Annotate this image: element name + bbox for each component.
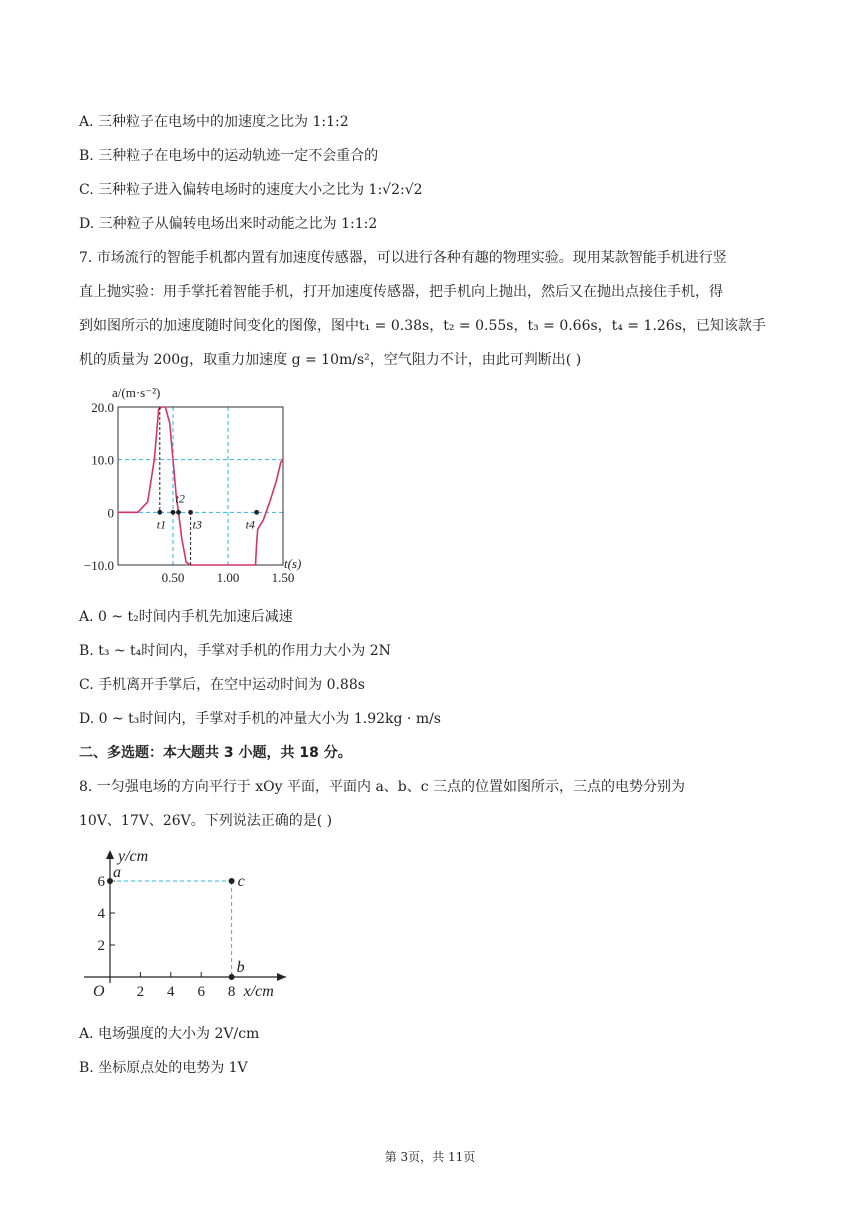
y-axis-arrow bbox=[106, 850, 114, 859]
y-axis-label: a/(m·s⁻²) bbox=[112, 385, 161, 400]
q6-option-c: C. 三种粒子进入偏转电场时的速度大小之比为 1:√2:√2 bbox=[79, 182, 423, 198]
marker-point-t2 bbox=[176, 510, 181, 515]
y-tick-label: 6 bbox=[97, 874, 105, 890]
point-b bbox=[229, 974, 235, 980]
marker-point-t4 bbox=[254, 510, 259, 515]
q7-option-b: B. t₃ ~ t₄时间内，手掌对手机的作用力大小为 2N bbox=[79, 643, 391, 659]
q8-option-b: B. 坐标原点处的电势为 1V bbox=[79, 1060, 248, 1076]
q8-stem-line-2: 10V、17V、26V。下列说法正确的是( ) bbox=[79, 813, 333, 829]
y-tick-label: 2 bbox=[97, 938, 105, 954]
q7-stem-line-4: 机的质量为 200g，取重力加速度 g = 10m/s²，空气阻力不计，由此可判断出( ) bbox=[79, 352, 582, 368]
point-label-c: c bbox=[237, 873, 245, 890]
q8-option-a: A. 电场强度的大小为 2V/cm bbox=[79, 1026, 260, 1042]
section-heading-multiple-choice: 二、多选题：本大题共 3 小题，共 18 分。 bbox=[79, 745, 352, 761]
marker-point-t1 bbox=[157, 510, 162, 515]
y-tick-label: 10.0 bbox=[91, 452, 114, 468]
zero-crossing-point bbox=[171, 510, 176, 515]
x-axis-label: x/cm bbox=[243, 983, 274, 1000]
y-axis-label: y/cm bbox=[118, 848, 149, 865]
x-tick-label: 8 bbox=[227, 984, 236, 1000]
point-label-a: a bbox=[113, 864, 121, 881]
x-tick-label: 1.00 bbox=[216, 570, 240, 585]
plot-frame bbox=[118, 407, 283, 565]
marker-label-t2: t2 bbox=[175, 491, 185, 506]
marker-label-t3: t3 bbox=[192, 517, 202, 532]
q7-stem-line-2: 直上抛实验：用手掌托着智能手机，打开加速度传感器，把手机向上抛出，然后又在抛出点接住手机，得 bbox=[79, 284, 723, 300]
q7-stem-line-3: 到如图所示的加速度随时间变化的图像，图中t₁ = 0.38s，t₂ = 0.55s，t₃ = 0.66s，t₄ = 1.26s，已知该款手 bbox=[79, 318, 766, 334]
page-footer: 第 3页，共 11页 bbox=[384, 1150, 476, 1164]
x-axis-label: t(s) bbox=[284, 556, 302, 571]
y-tick-label: 20.0 bbox=[91, 400, 114, 415]
q6-option-a: A. 三种粒子在电场中的加速度之比为 1:1:2 bbox=[79, 114, 349, 130]
marker-point-t3 bbox=[188, 510, 193, 515]
point-c bbox=[229, 878, 235, 884]
marker-label-t1: t1 bbox=[156, 517, 167, 532]
y-tick-label: 4 bbox=[97, 906, 105, 922]
x-tick-label: 0.50 bbox=[161, 570, 185, 585]
y-tick-label: 0 bbox=[107, 505, 114, 521]
origin-label: O bbox=[93, 983, 105, 1000]
x-tick-label: 1.50 bbox=[271, 570, 295, 585]
q6-option-d: D. 三种粒子从偏转电场出来时动能之比为 1:1:2 bbox=[79, 216, 378, 232]
coordinate-diagram bbox=[76, 842, 316, 1007]
x-axis-arrow bbox=[277, 973, 286, 981]
q7-option-c: C. 手机离开手掌后，在空中运动时间为 0.88s bbox=[79, 677, 365, 693]
q7-stem-line-1: 7. 市场流行的智能手机都内置有加速度传感器，可以进行各种有趣的物理实验。现用某款智能手机进行竖 bbox=[79, 250, 727, 266]
q7-option-d: D. 0 ~ t₃时间内，手掌对手机的冲量大小为 1.92kg · m/s bbox=[79, 711, 441, 727]
q7-option-a: A. 0 ~ t₂时间内手机先加速后减速 bbox=[79, 609, 293, 625]
q6-option-b: B. 三种粒子在电场中的运动轨迹一定不会重合的 bbox=[79, 148, 379, 164]
marker-label-t4: t4 bbox=[245, 517, 255, 532]
x-tick-label: 2 bbox=[136, 984, 145, 1000]
acceleration-time-chart bbox=[70, 382, 310, 592]
x-tick-label: 6 bbox=[197, 984, 205, 1000]
series-line bbox=[118, 407, 283, 565]
point-label-b: b bbox=[236, 959, 245, 976]
x-tick-label: 4 bbox=[167, 984, 175, 1000]
q8-stem-line-1: 8. 一匀强电场的方向平行于 xOy 平面，平面内 a、b、c 三点的位置如图所示，三点的电势分别为 bbox=[79, 779, 686, 795]
y-tick-label: −10.0 bbox=[83, 558, 114, 573]
